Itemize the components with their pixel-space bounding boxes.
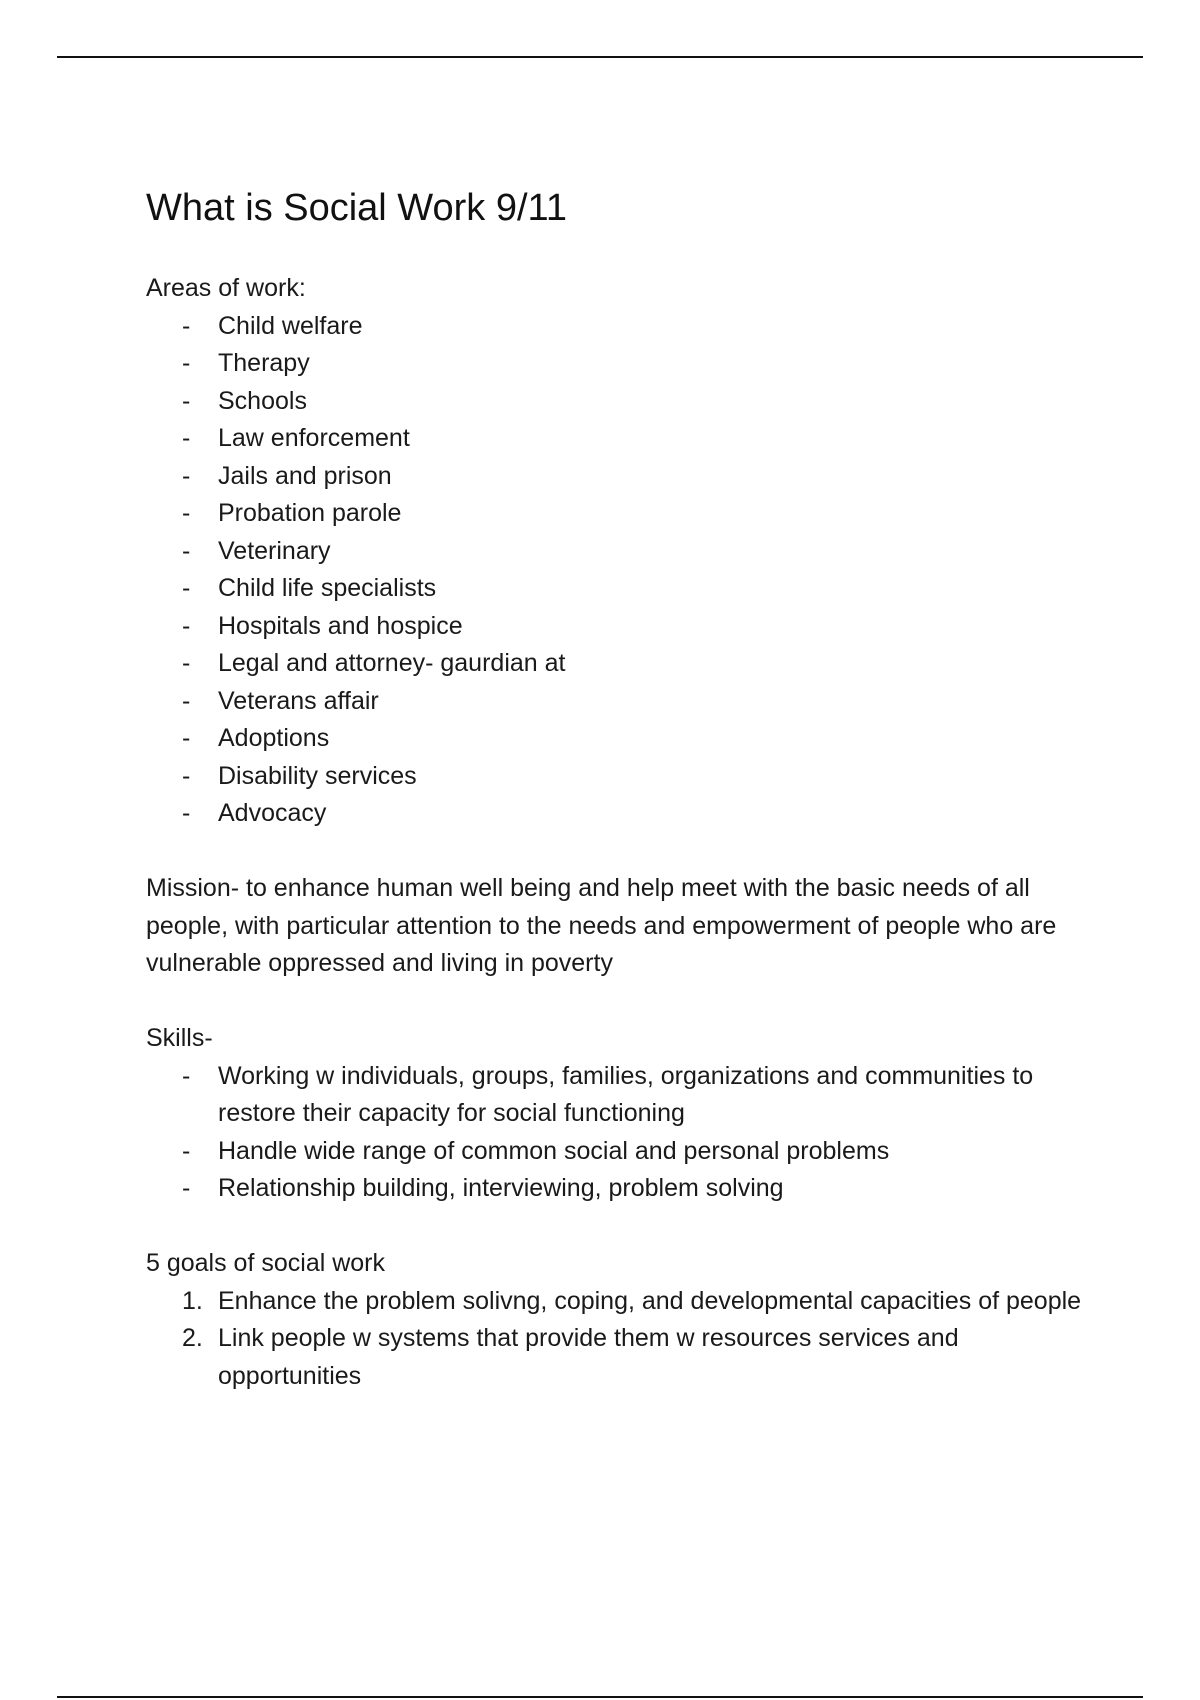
dash-marker: - — [182, 461, 191, 490]
list-item — [146, 758, 1106, 796]
areas-heading: Areas of work: — [146, 274, 306, 302]
list-item-text: Child life specialists — [218, 574, 437, 602]
list-item-text: Disability services — [218, 761, 417, 790]
dash-marker: - — [182, 424, 191, 452]
dash-marker: - — [182, 649, 191, 677]
list-item — [146, 1170, 1106, 1208]
dash-marker: - — [182, 1136, 191, 1165]
list-item — [146, 570, 1106, 608]
dash-marker: - — [182, 799, 191, 827]
dash-marker: - — [182, 611, 191, 640]
spacer — [146, 983, 1106, 1021]
list-item — [146, 345, 1106, 383]
spacer — [146, 1208, 1106, 1246]
top-divider — [57, 56, 1143, 58]
dash-marker: - — [182, 574, 191, 602]
dash-marker: - — [182, 499, 191, 527]
goals-list — [146, 1283, 1106, 1396]
list-item — [146, 533, 1106, 571]
list-item — [146, 720, 1106, 758]
list-item — [146, 420, 1106, 458]
skills-heading: Skills- — [146, 1024, 213, 1052]
list-item-text: Enhance the problem solivng, coping, and developmental capacities of people — [218, 1286, 1082, 1315]
number-marker: 2. — [182, 1324, 203, 1352]
page-title: What is Social Work 9/11 — [146, 187, 567, 229]
spacer — [146, 833, 1106, 871]
dash-marker: - — [182, 1061, 191, 1090]
list-item — [146, 495, 1106, 533]
list-item-text: Schools — [218, 386, 307, 415]
skills-list — [146, 1058, 1106, 1208]
list-item-text: Jails and prison — [218, 461, 392, 490]
dash-marker: - — [182, 724, 191, 752]
dash-marker: - — [182, 311, 191, 340]
dash-marker: - — [182, 686, 191, 715]
list-item — [146, 608, 1106, 646]
list-item — [146, 1320, 1106, 1395]
list-item — [146, 1133, 1106, 1171]
list-item — [146, 683, 1106, 721]
dash-marker: - — [182, 536, 191, 565]
list-item-text: Probation parole — [218, 499, 402, 527]
dash-marker: - — [182, 1174, 191, 1202]
list-item-text: Relationship building, interviewing, problem solving — [218, 1174, 784, 1202]
list-item — [146, 645, 1106, 683]
list-item — [146, 308, 1106, 346]
list-item-text: Advocacy — [218, 799, 327, 827]
bottom-divider — [57, 1696, 1143, 1698]
list-item-text: Link people w systems that provide them w resources services and opportunities — [218, 1324, 959, 1390]
areas-list — [146, 308, 1106, 833]
list-item-text: Child welfare — [218, 311, 363, 340]
mission-paragraph: Mission- to enhance human well being and help meet with the basic needs of all people, with particular attention to the needs and empowerment of people who are vulnerable oppressed and living in poverty — [146, 874, 1057, 977]
dash-marker: - — [182, 349, 191, 377]
document-body — [146, 180, 1106, 1395]
list-item — [146, 458, 1106, 496]
list-item-text: Law enforcement — [218, 424, 410, 452]
number-marker: 1. — [182, 1286, 203, 1315]
list-item-text: Therapy — [218, 349, 310, 377]
list-item-text: Handle wide range of common social and personal problems — [218, 1136, 890, 1165]
list-item-text: Veterinary — [218, 536, 331, 565]
list-item-text: Adoptions — [218, 724, 330, 752]
dash-marker: - — [182, 386, 191, 415]
list-item-text: Hospitals and hospice — [218, 611, 463, 640]
list-item — [146, 795, 1106, 833]
list-item-text: Working w individuals, groups, families, organizations and communities to restore their capacity for social functioning — [218, 1061, 1034, 1127]
list-item — [146, 1283, 1106, 1321]
dash-marker: - — [182, 761, 191, 790]
list-item — [146, 383, 1106, 421]
list-item — [146, 1058, 1106, 1133]
list-item-text: Legal and attorney- gaurdian at — [218, 649, 566, 677]
list-item-text: Veterans affair — [218, 686, 379, 715]
goals-heading: 5 goals of social work — [146, 1249, 386, 1277]
